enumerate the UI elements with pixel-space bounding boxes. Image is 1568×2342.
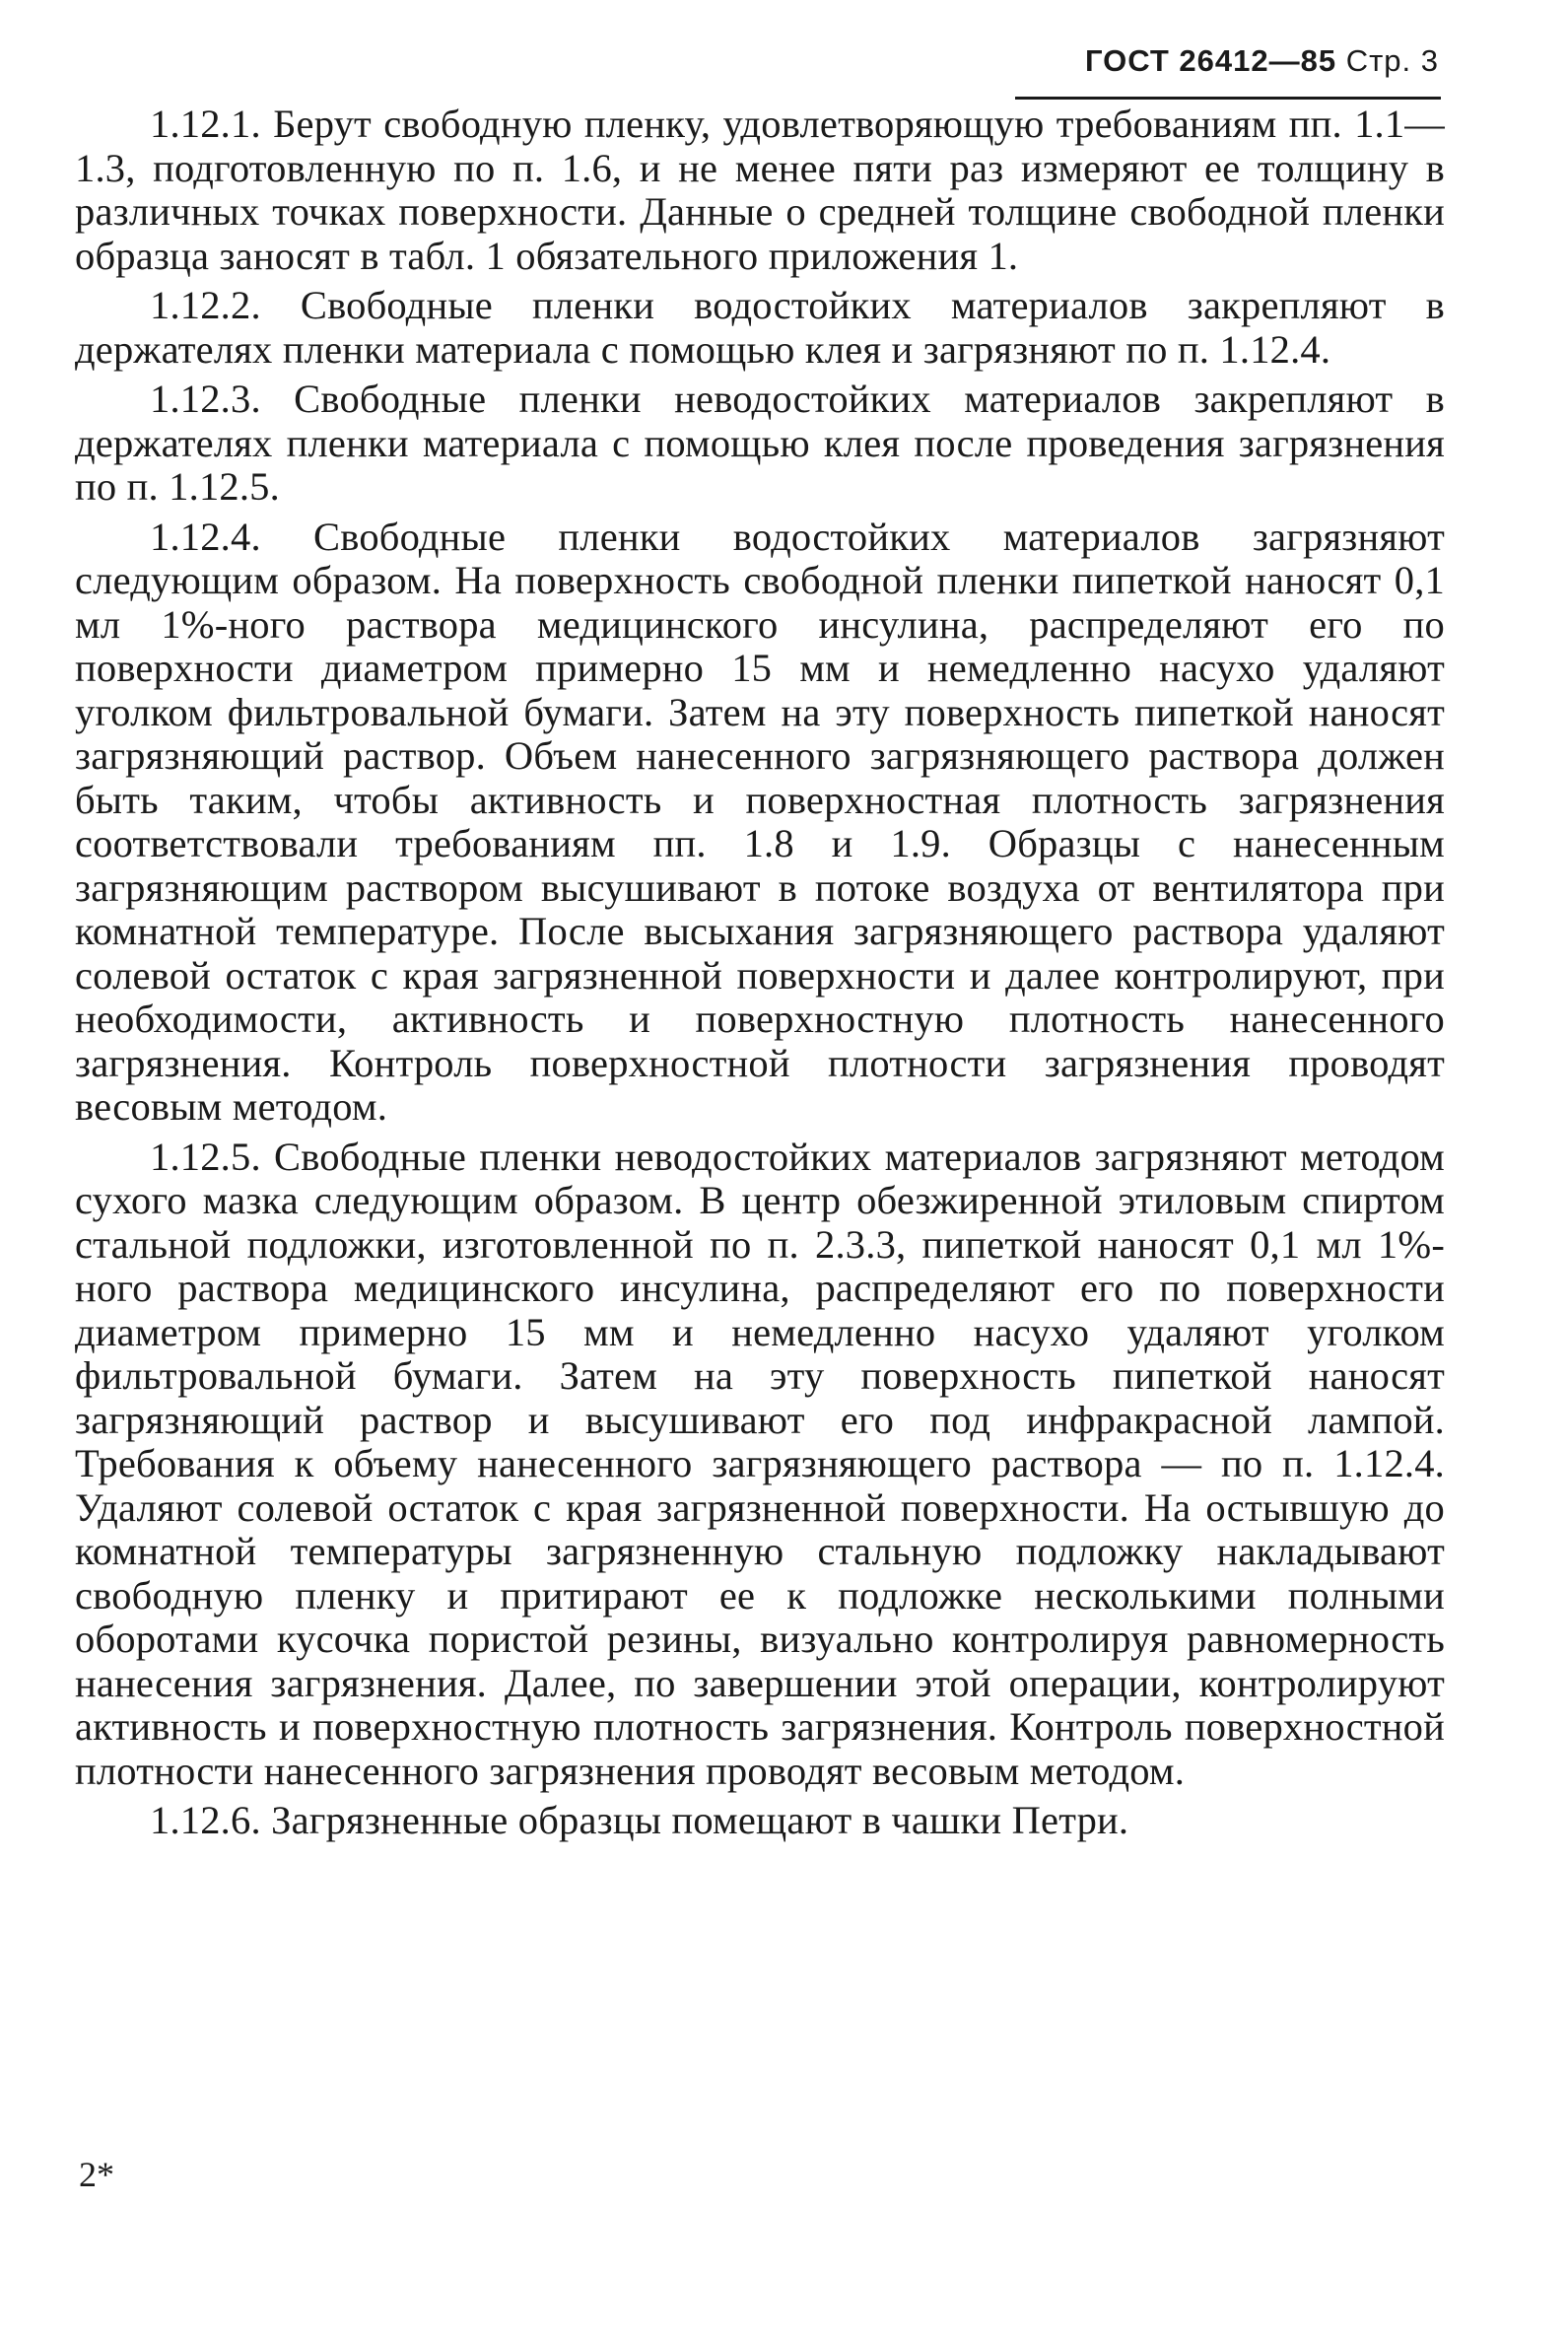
paragraph-1-12-4: 1.12.4. Свободные пленки водостойких материалов загрязняют следующим образом. На поверхность свободной пленки пипеткой наносят 0,1 мл 1%-ного раствора медицинского инсулина, распределяют его по поверхности диаметром примерно 15 мм и немедленно насухо удаляют уголком фильтровальной бумаги. Затем на эту поверхность пипеткой наносят загрязняющий раствор. Объем нанесенного загрязняющего раствора должен быть таким, чтобы активность и поверхностная плотность загрязнения соответствовали требованиям пп. 1.8 и 1.9. Образцы с нанесенным загрязняющим раствором высушивают в потоке воздуха от вентилятора при комнатной температуре. После высыхания загрязняющего раствора удаляют солевой остаток с края загрязненной поверхности и далее контролируют, при необходимости, активность и поверхностную плотность нанесенного загрязнения. Контроль поверхностной плотности загрязнения проводят весовым методом.: [75, 514, 1445, 1129]
paragraph-1-12-1: 1.12.1. Берут свободную пленку, удовлетворяющую требованиям пп. 1.1—1.3, подготовленную по п. 1.6, и не менее пяти раз измеряют ее толщину в различных точках поверхности. Данные о средней толщине свободной пленки образца заносят в табл. 1 обязательного приложения 1.: [75, 102, 1445, 278]
header-divider: [1015, 97, 1441, 100]
page-header: [1055, 43, 1439, 79]
paragraph-1-12-2: 1.12.2. Свободные пленки водостойких материалов закрепляют в держателях пленки материала с помощью клея и загрязняют по п. 1.12.4.: [75, 283, 1445, 372]
standard-number: ГОСТ 26412—85: [1084, 43, 1337, 78]
document-body: [75, 103, 1445, 1849]
page-number: Стр. 3: [1345, 43, 1439, 78]
paragraph-1-12-3: 1.12.3. Свободные пленки неводостойких материалов закрепляют в держателях пленки материала с помощью клея после проведения загрязнения по п. 1.12.5.: [75, 377, 1445, 509]
paragraph-1-12-5: 1.12.5. Свободные пленки неводостойких материалов загрязняют методом сухого мазка следующим образом. В центр обезжиренной этиловым спиртом стальной подложки, изготовленной по п. 2.3.3, пипеткой наносят 0,1 мл 1%-ного раствора медицинского инсулина, распределяют его по поверхности диаметром примерно 15 мм и немедленно насухо удаляют уголком фильтровальной бумаги. Затем на эту поверхность пипеткой наносят загрязняющий раствор и высушивают его под инфракрасной лампой. Требования к объему нанесенного загрязняющего раствора — по п. 1.12.4. Удаляют солевой остаток с края загрязненной поверхности. На остывшую до комнатной температуры загрязненную стальную подложку накладывают свободную пленку и притирают ее к подложке несколькими полными оборотами кусочка пористой резины, визуально контролируя равномерность нанесения загрязнения. Далее, по завершении этой операции, контролируют активность и поверхностную плотность загрязнения. Контроль поверхностной плотности нанесенного загрязнения проводят весовым методом.: [75, 1134, 1445, 1793]
signature-mark: 2*: [79, 2155, 114, 2194]
paragraph-1-12-6: 1.12.6. Загрязненные образцы помещают в чашки Петри.: [150, 1798, 1129, 1842]
